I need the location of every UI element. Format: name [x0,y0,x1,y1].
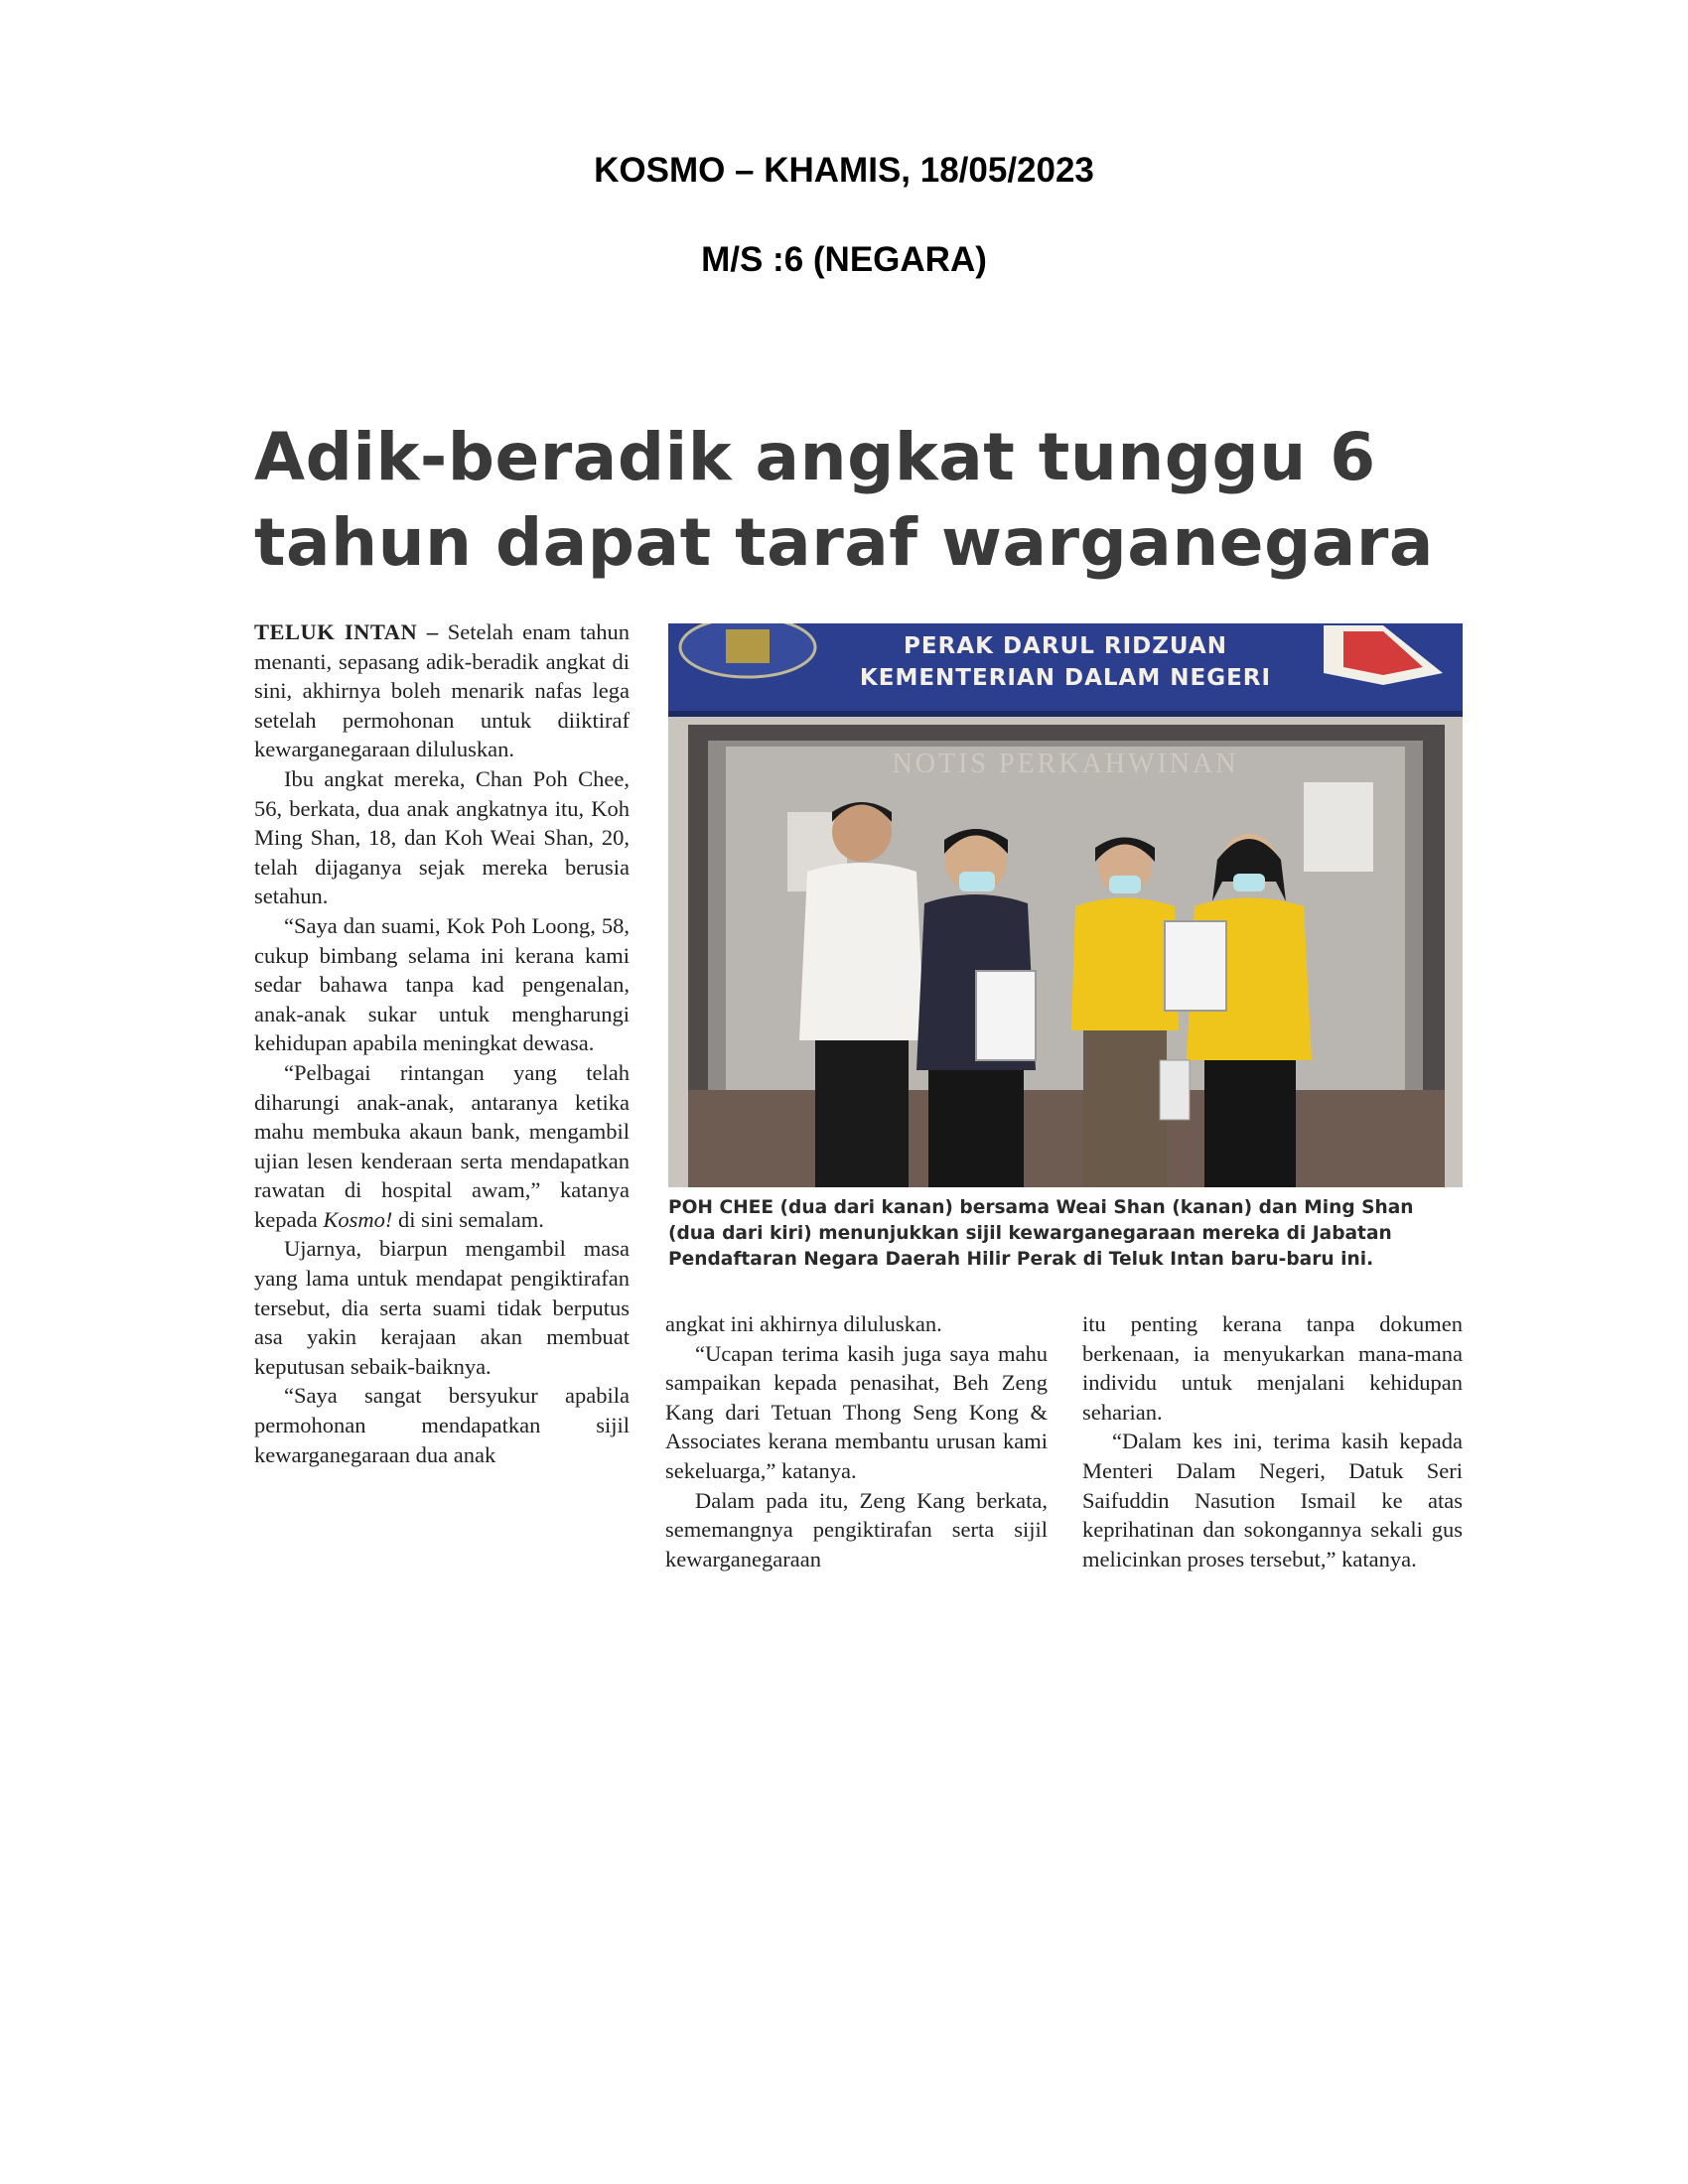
paragraph: “Saya sangat bersyukur apabila permohonan mendapatkan sijil kewarganegaraan dua anak [254,1383,630,1467]
banner-line-1: PERAK DARUL RIDZUAN [904,633,1227,659]
paragraph: Ujarnya, biarpun mengambil masa yang lama untuk mendapat pengiktirafan tersebut, dia serta suami tidak berputus asa yakin kerajaan akan membuat keputusan sebaik-baiknya. [254,1236,630,1379]
paragraph: “Dalam kes ini, terima kasih kepada Menteri Dalam Negeri, Datuk Seri Saifuddin Nasution Ismail ke atas keprihatinan dan sokongannya sekali gus melicinkan proses tersebut,” katanya. [1082,1429,1463,1571]
article-column-3 [1082,1309,1463,1573]
paragraph: angkat ini akhirnya diluluskan. [665,1311,942,1336]
news-photo [668,623,1463,1187]
lead-paragraph [254,617,630,764]
publication-name: Kosmo! [323,1206,393,1232]
paragraph: “Ucapan terima kasih juga saya mahu sampaikan kepada penasihat, Beh Zeng Kang dari Tetuan Thong Seng Kong & Associates kerana membantu urusan kami sekeluarga,” katanya. [665,1340,1048,1483]
crest-emblem [680,623,815,677]
citizenship-certificate [1165,921,1226,1011]
publication-header: KOSMO – KHAMIS, 18/05/2023 [594,151,1094,190]
banner-line-2: KEMENTERIAN DALAM NEGERI [859,665,1272,691]
citizenship-certificate [976,971,1036,1060]
paragraph [254,1058,630,1235]
notice-board-label: NOTIS PERKAHWINAN [892,749,1239,779]
article-column-2 [665,1309,1048,1573]
paragraph-text: di sini semalam. [392,1206,544,1232]
paragraph: itu penting kerana tanpa dokumen berkenaan, ia menyukarkan mana-mana individu untuk menjalani kehidupan seharian. [1082,1311,1463,1425]
paragraph-text: “Pelbagai rintangan yang telah diharungi anak-anak, antaranya ketika mahu membuka akaun bank, mengambil ujian lesen kenderaan serta mendapatkan rawatan di hospital awam,” katanya kepada [254,1059,630,1232]
dateline: TELUK INTAN – [254,619,439,644]
article-column-1 [254,617,630,1469]
article-headline [254,415,1466,586]
lead-text: Setelah enam tahun menanti, sepasang adik-beradik angkat di sini, akhirnya boleh menarik nafas lega setelah permohonan untuk diiktiraf kewarganegaraan diluluskan. [254,619,630,762]
page-section-header: M/S :6 (NEGARA) [701,240,987,279]
headline-line-1: Adik-beradik angkat tunggu 6 [254,419,1376,495]
paragraph: Ibu angkat mereka, Chan Poh Chee, 56, berkata, dua anak angkatnya itu, Koh Ming Shan, 18, dan Koh Weai Shan, 20, telah dijaganya sejak mereka berusia setahun. [254,765,630,909]
photo-caption: POH CHEE (dua dari kanan) bersama Weai Shan (kanan) dan Ming Shan (dua dari kiri) menunjukkan sijil kewarganegaraan mereka di Jabatan Pendaftaran Negara Daerah Hilir Perak di Teluk Intan baru-baru ini. [668,1197,1414,1270]
headline-line-2: tahun dapat taraf warganegara [254,504,1434,581]
paragraph: Dalam pada itu, Zeng Kang berkata, sememangnya pengiktirafan serta sijil kewarganegaraan [665,1487,1048,1571]
paragraph: “Saya dan suami, Kok Poh Loong, 58, cukup bimbang selama ini kerana kami sedar bahawa tanpa kad pengenalan, anak-anak sukar untuk mengharungi kehidupan apabila meningkat dewasa. [254,912,630,1056]
